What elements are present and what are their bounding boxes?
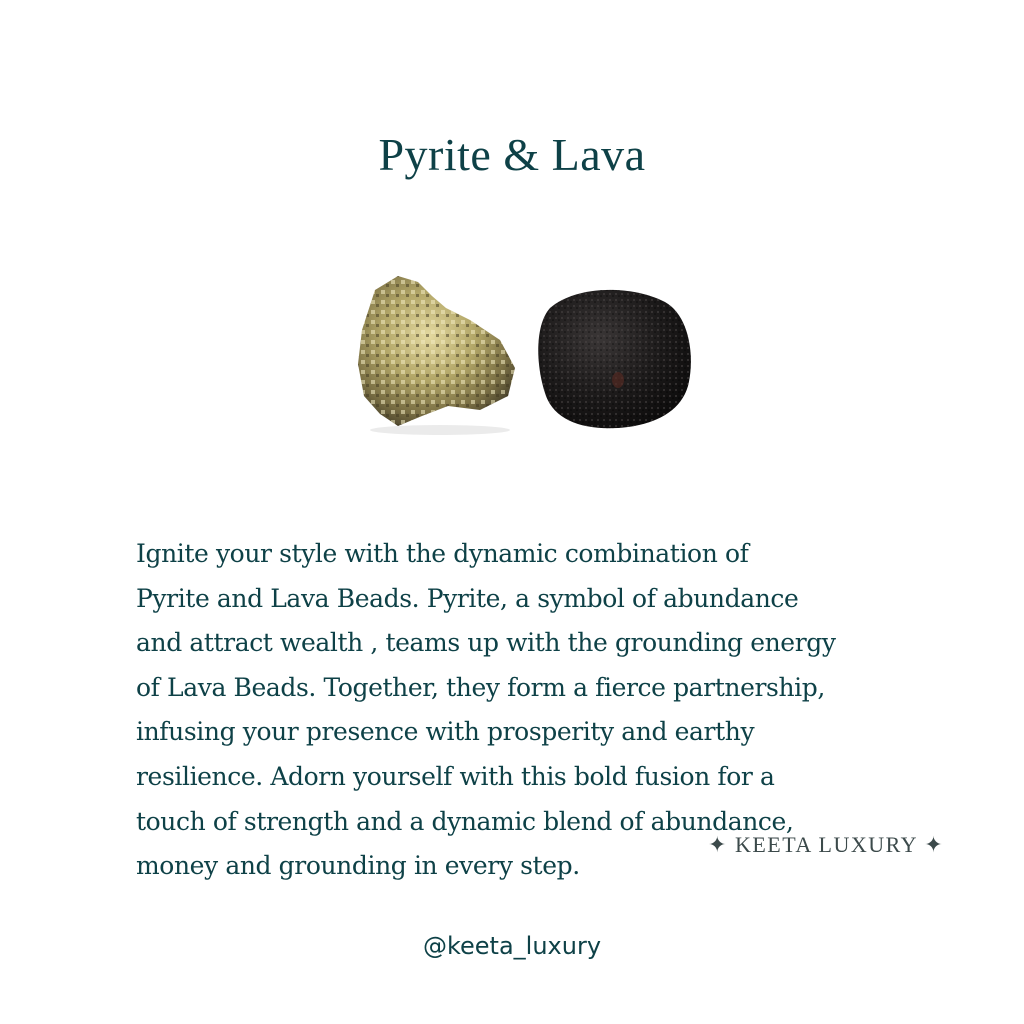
description-line: money and grounding in every step. bbox=[136, 851, 580, 881]
description-line: touch of strength and a dynamic blend of abundance, bbox=[136, 806, 794, 836]
lava-stone-icon bbox=[538, 290, 691, 428]
social-handle: @keeta_luxury bbox=[422, 932, 602, 960]
sparkle-icon: ✦ bbox=[924, 832, 945, 857]
stones-image bbox=[350, 268, 700, 438]
description-line: resilience. Adorn yourself with this bold fusion for a bbox=[136, 761, 775, 791]
pyrite-stone-icon bbox=[358, 276, 515, 435]
description-line: Ignite your style with the dynamic combination of bbox=[136, 539, 749, 568]
brand-watermark bbox=[708, 832, 968, 858]
sparkle-icon: ✦ bbox=[708, 832, 728, 857]
description-line: infusing your presence with prosperity and earthy bbox=[136, 717, 755, 747]
description-line: of Lava Beads. Together, they form a fierce partnership, bbox=[136, 672, 825, 702]
description-line: and attract wealth , teams up with the grounding energy bbox=[136, 628, 836, 658]
page-title: Pyrite & Lava bbox=[378, 129, 646, 180]
brand-name: KEETA LUXURY bbox=[734, 832, 918, 857]
description-line: Pyrite and Lava Beads. Pyrite, a symbol of abundance bbox=[136, 583, 799, 613]
